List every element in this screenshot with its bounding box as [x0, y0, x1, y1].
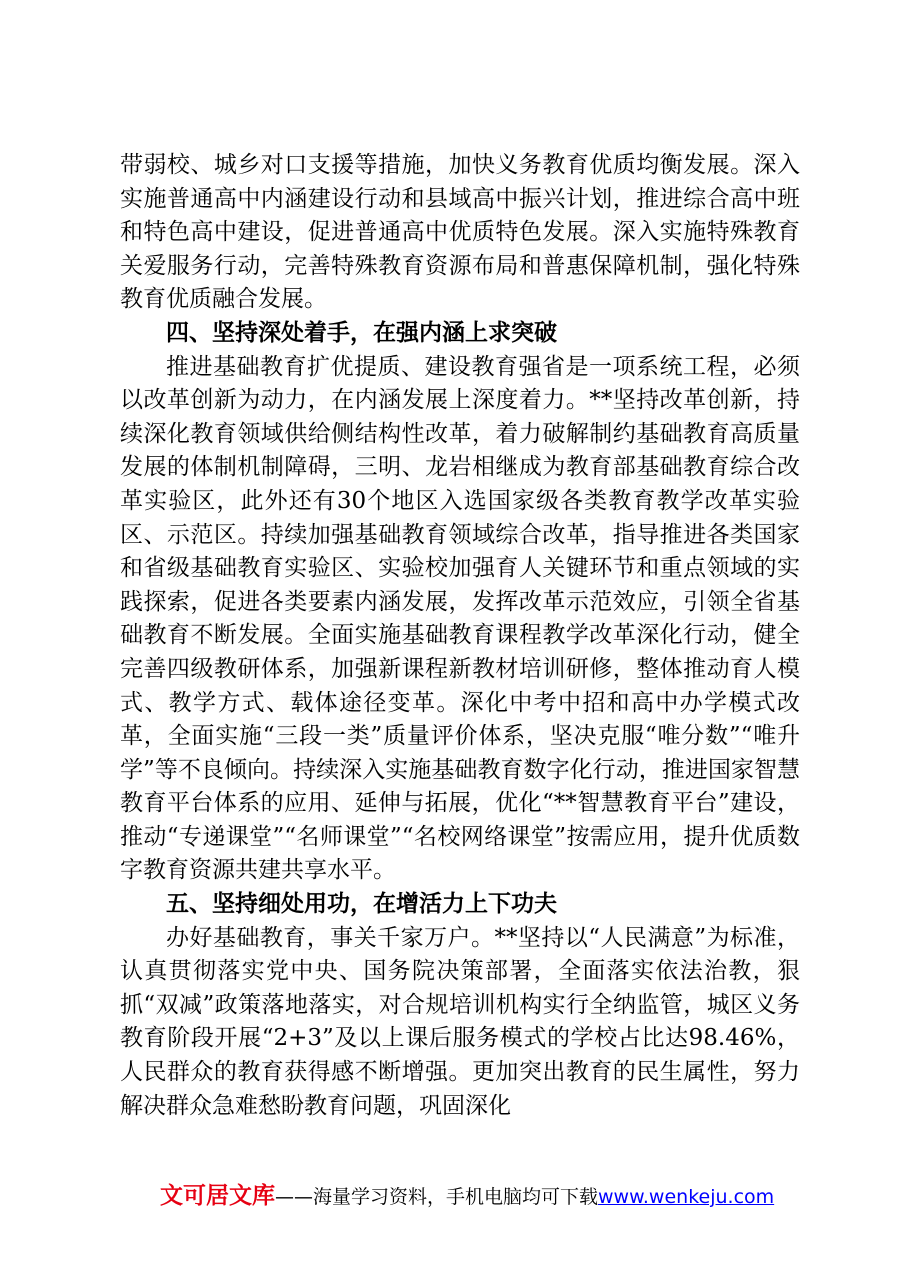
footer-brand: 文可居文库	[160, 1183, 275, 1209]
section-heading-4: 四、坚持深处着手，在强内涵上求突破	[166, 319, 557, 346]
footer-watermark	[160, 1180, 800, 1212]
paragraph-section-4: 推进基础教育扩优提质、建设教育强省是一项系统工程，必须以改革创新为动力，在内涵发展上深度着力。**坚持改革创新，持续深化教育领域供给侧结构性改革，着力破解制约基础教育高质量发展的体制机制障碍，三明、龙岩相继成为教育部基础教育综合改革实验区，此外还有30个地区入选国家级各类教育教学改革实验区、示范区。持续加强基础教育领域综合改革，指导推进各类国家和省级基础教育实验区、实验校加强育人关键环节和重点领域的实践探索，促进各类要素内涵发展，发挥改革示范效应，引领全省基础教育不断发展。全面实施基础教育课程教学改革深化行动，健全完善四级教研体系，加强新课程新教材培训研修，整体推动育人模式、教学方式、载体途径变革。深化中考中招和高中办学模式改革，全面实施“三段一类”质量评价体系，坚决克服“唯分数”“唯升学”等不良倾向。持续深入实施基础教育数字化行动，推进国家智慧教育平台体系的应用、延伸与拓展，优化“**智慧教育平台”建设，推动“专递课堂”“名师课堂”“名校网络课堂”按需应用，提升优质数字教育资源共建共享水平。	[120, 353, 800, 884]
paragraph-continuation: 带弱校、城乡对口支援等措施，加快义务教育优质均衡发展。深入实施普通高中内涵建设行动和县域高中振兴计划，推进综合高中班和特色高中建设，促进普通高中优质特色发展。深入实施特殊教育关爱服务行动，完善特殊教育资源布局和普惠保障机制，强化特殊教育优质融合发展。	[120, 152, 800, 313]
paragraph-section-5: 办好基础教育，事关千家万户。**坚持以“人民满意”为标准，认真贯彻落实党中央、国务院决策部署，全面落实依法治教，狠抓“双减”政策落地落实，对合规培训机构实行全纳监管，城区义务教育阶段开展“2+3”及以上课后服务模式的学校占比达98.46%，人民群众的教育获得感不断增强。更加突出教育的民生属性，努力解决群众急难愁盼教育问题，巩固深化	[120, 924, 800, 1119]
footer-slogan: 海量学习资料，手机电脑均可下载	[313, 1186, 599, 1208]
section-heading-5: 五、坚持细处用功，在增活力上下功夫	[166, 891, 557, 918]
document-body	[120, 149, 800, 1123]
footer-link[interactable]: www.wenkeju.com	[598, 1186, 775, 1208]
footer-dash: ——	[275, 1186, 313, 1208]
